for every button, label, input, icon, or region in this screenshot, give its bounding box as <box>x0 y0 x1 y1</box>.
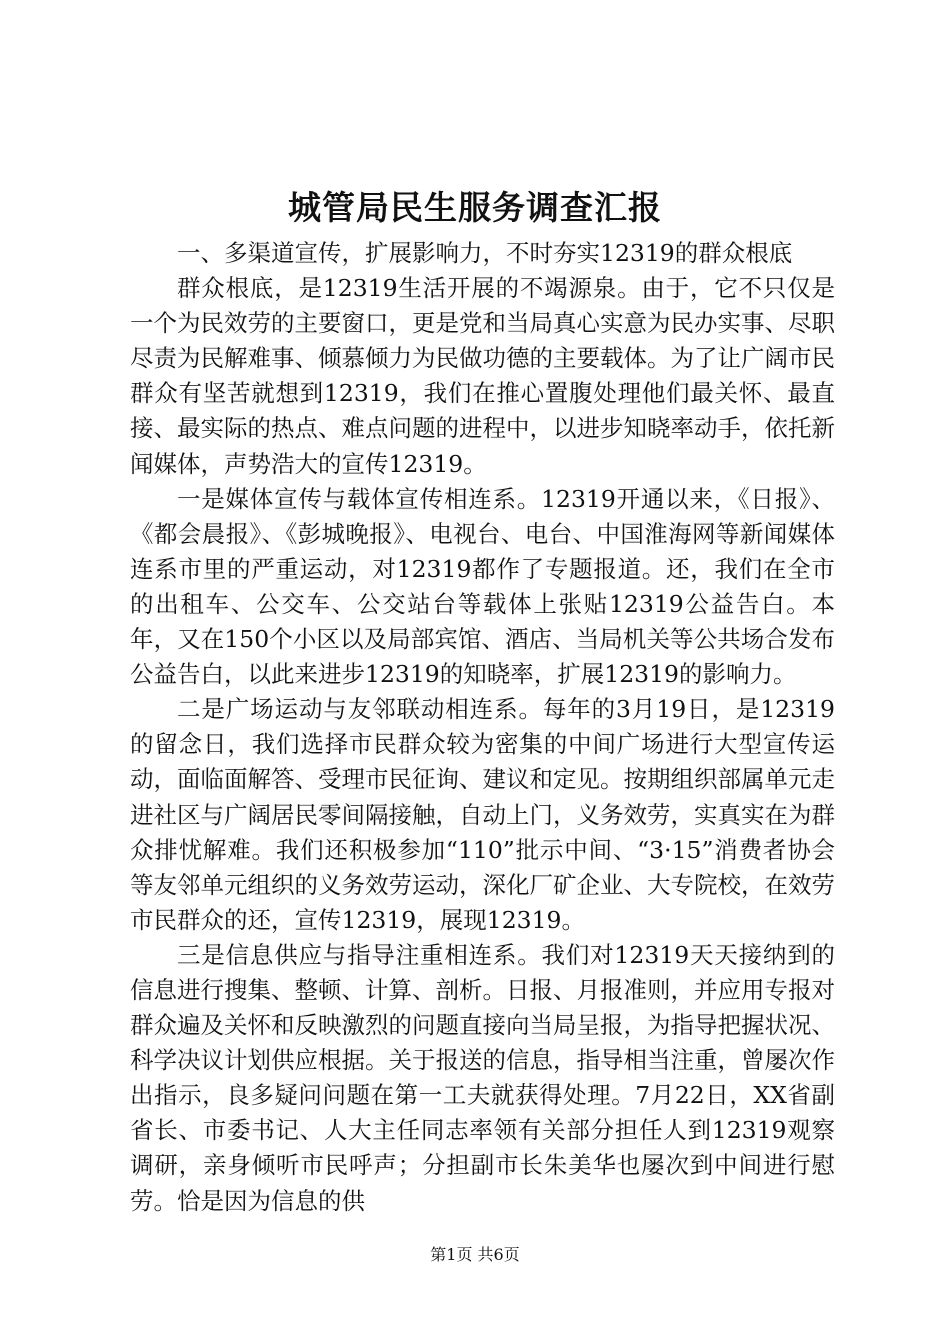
body-paragraph: 二是广场运动与友邻联动相连系。每年的3月19日，是12319的留念日，我们选择市民群众较为密集的中间广场进行大型宣传运动，面临面解答、受理市民征询、建议和定见。按期组织部属单元走进社区与广阔居民零间隔接触，自动上门，义务效劳，实真实在为群众排忧解难。我们还积极参加“110”批示中间、“3·15”消费者协会等友邻单元组织的义务效劳运动，深化厂矿企业、大专院校，在效劳市民群众的还，宣传12319，展现12319。 <box>130 695 835 934</box>
body-paragraph: 三是信息供应与指导注重相连系。我们对12319天天接纳到的信息进行搜集、整顿、计算、剖析。日报、月报准则，并应用专报对群众遍及关怀和反映激烈的问题直接向当局呈报，为指导把握状况、科学决议计划供应根据。关于报送的信息，指导相当注重，曾屡次作出指示，良多疑问问题在第一工夫就获得处理。7月22日，XX省副省长、市委书记、人大主任同志率领有关部分担任人到12319观察调研，亲身倾听市民呼声；分担副市长朱美华也屡次到中间进行慰劳。恰是因为信息的供 <box>130 940 835 1215</box>
page-footer: 第1页 共6页 <box>430 1245 520 1264</box>
body-paragraph: 群众根底，是12319生活开展的不竭源泉。由于，它不只仅是一个为民效劳的主要窗口，更是党和当局真心实意为民办实事、尽职尽责为民解难事、倾慕倾力为民做功德的主要载体。为了让广阔市民群众有坚苦就想到12319，我们在推心置腹处理他们最关怀、最直接、最实际的热点、难点问题的进程中，以进步知晓率动手，依托新闻媒体，声势浩大的宣传12319。 <box>130 274 835 478</box>
body-paragraph: 一是媒体宣传与载体宣传相连系。12319开通以来，《日报》、《都会晨报》、《彭城晚报》、电视台、电台、中国淮海网等新闻媒体连系市里的严重运动，对12319都作了专题报道。还，我们在全市的出租车、公交车、公交站台等载体上张贴12319公益告白。本年，又在150个小区以及局部宾馆、酒店、当局机关等公共场合发布公益告白，以此来进步12319的知晓率，扩展12319的影响力。 <box>130 484 835 689</box>
section-heading: 一、多渠道宣传，扩展影响力，不时夯实12319的群众根底 <box>177 239 793 267</box>
document-title: 城管局民生服务调查汇报 <box>288 188 662 227</box>
document-body <box>130 236 835 1219</box>
